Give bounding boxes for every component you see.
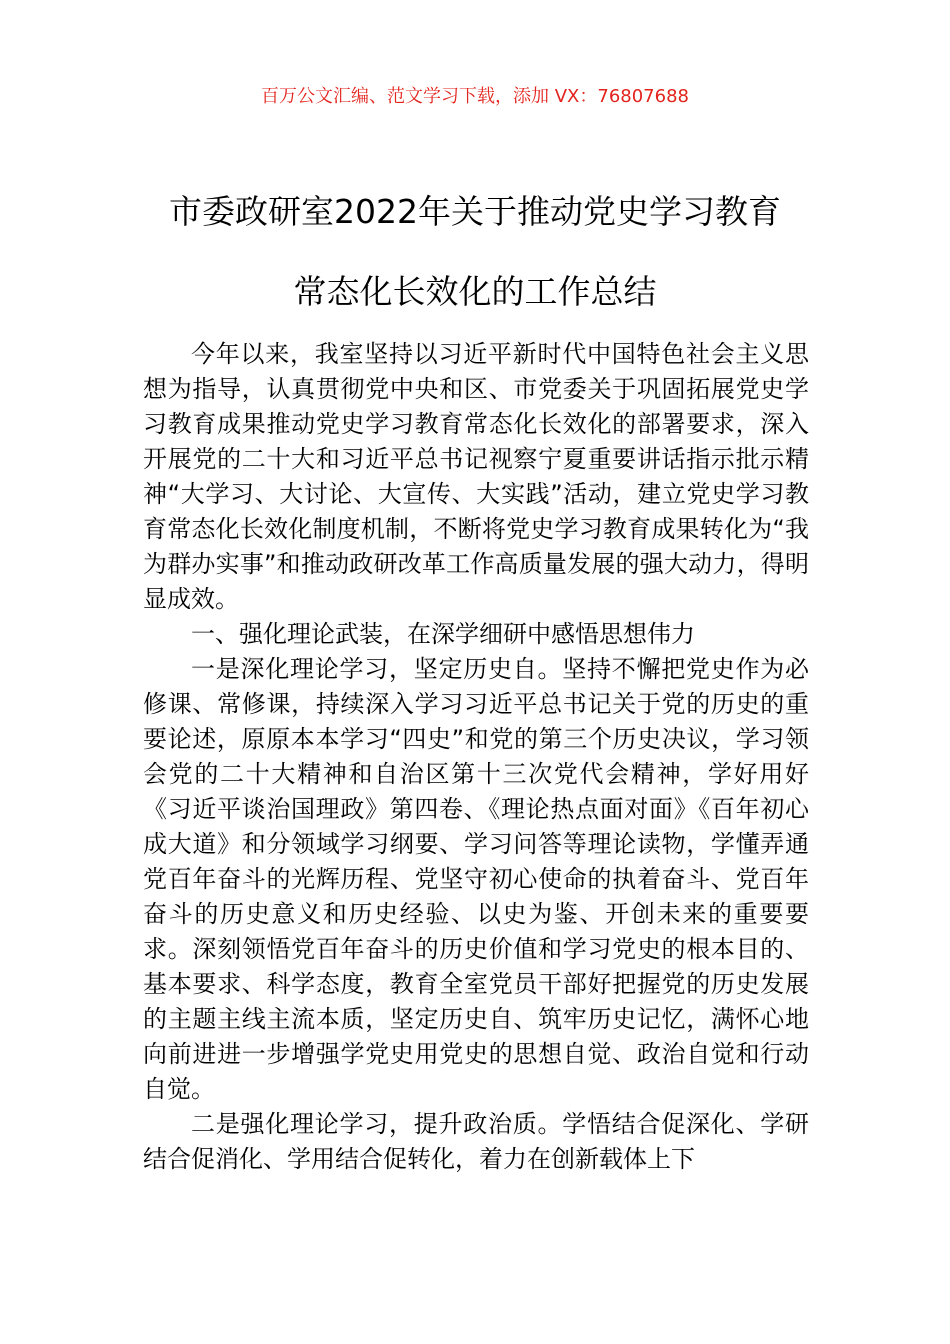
- title-line-2: 常态化长效化的工作总结: [293, 272, 657, 311]
- paragraph-point-2: 二是强化理论学习，提升政治质。学悟结合促深化、学研结合促消化、学用结合促转化，着力在创新载体上下: [143, 1110, 809, 1173]
- title-line-1: 市委政研室2022年关于推动党史学习教育: [169, 192, 781, 231]
- paragraph-point-1: 一是深化理论学习，坚定历史自。坚持不懈把党史作为必修课、常修课，持续深入学习习近平总书记关于党的历史的重要论述，原原本本学习“四史”和党的第三个历史决议，学习领会党的二十大精神和自治区第十三次党代会精神，学好用好《习近平谈治国理政》第四卷、《理论热点面对面》《百年初心成大道》和分领域学习纲要、学习问答等理论读物，学懂弄通党百年奋斗的光辉历程、党坚守初心使命的执着奋斗、党百年奋斗的历史意义和历史经验、以史为鉴、开创未来的重要要求。深刻领悟党百年奋斗的历史价值和学习党史的根本目的、基本要求、科学态度，教育全室党员干部好把握党的历史发展的主题主线主流本质，坚定历史自、筑牢历史记忆，满怀心地向前进进一步增强学党史用党史的思想自觉、政治自觉和行动自觉。: [143, 655, 809, 1103]
- watermark-header-text: 百万公文汇编、范文学习下载，添加 VX：76807688: [261, 86, 689, 107]
- section-heading-1: 一、强化理论武装，在深学细研中感悟思想伟力: [191, 620, 695, 648]
- document-title: [120, 172, 830, 332]
- paragraph-intro: 今年以来，我室坚持以习近平新时代中国特色社会主义思想为指导，认真贯彻党中央和区、市党委关于巩固拓展党史学习教育成果推动党史学习教育常态化长效化的部署要求，深入开展党的二十大和习近平总书记视察宁夏重要讲话指示批示精神“大学习、大讨论、大宣传、大实践”活动，建立党史学习教育常态化长效化制度机制，不断将党史学习教育成果转化为“我为群办实事”和推动政研改革工作高质量发展的强大动力，得明显成效。: [143, 340, 809, 613]
- document-body: [143, 337, 809, 1177]
